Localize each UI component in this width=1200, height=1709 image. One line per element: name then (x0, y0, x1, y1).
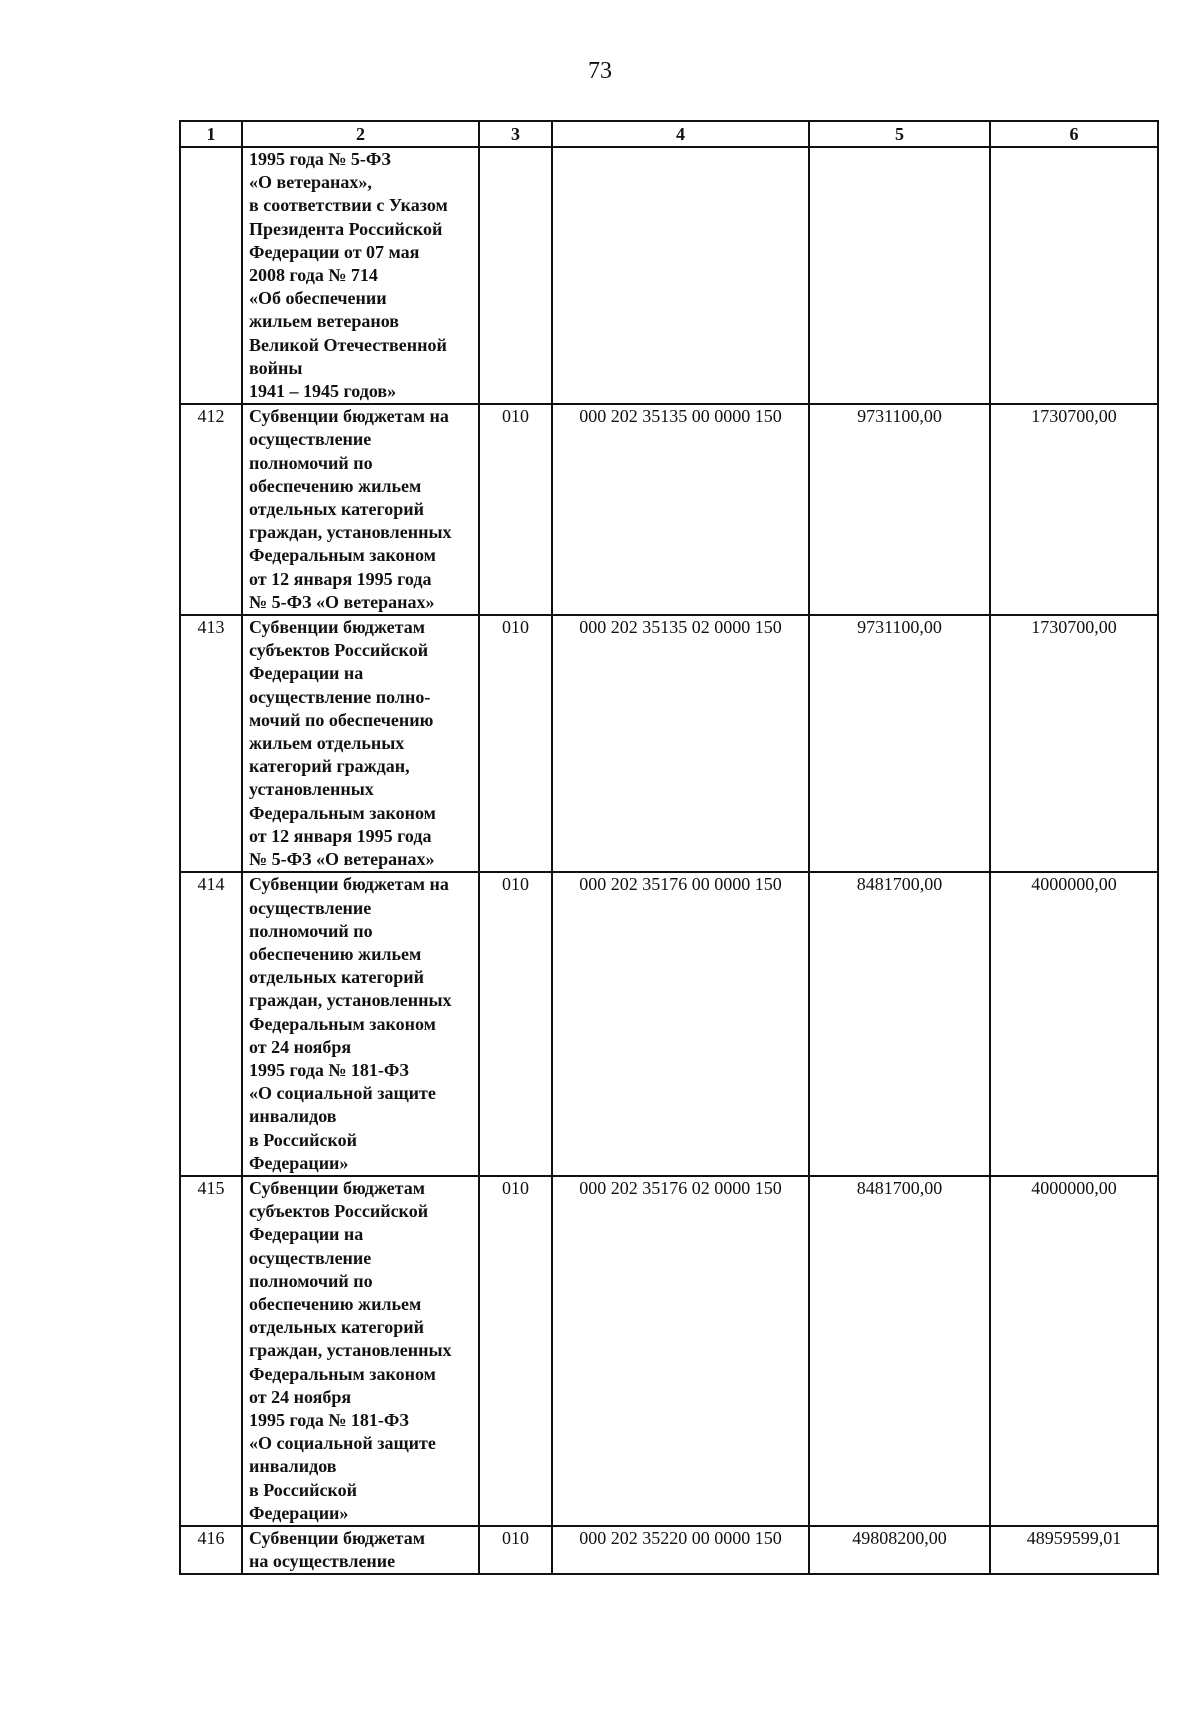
row-amount-planned: 49808200,00 (809, 1526, 990, 1574)
description-line: Субвенции бюджетам (249, 1527, 425, 1548)
budget-table (179, 120, 1159, 1575)
description-line: Субвенции бюджетам на (249, 874, 449, 895)
description-line: 2008 года № 714 (249, 265, 378, 286)
description-line: Субвенции бюджетам (249, 1177, 425, 1198)
description-line: в соответствии с Указом (249, 195, 448, 216)
row-amount-executed: 1730700,00 (990, 404, 1158, 615)
row-admin-code: 010 (479, 615, 552, 872)
description-line: от 12 января 1995 года (249, 568, 432, 589)
row-admin-code: 010 (479, 872, 552, 1176)
description-line: Президента Российской (249, 218, 443, 239)
table-row (180, 147, 1158, 404)
table-row (180, 1176, 1158, 1526)
row-admin-code (479, 147, 552, 404)
description-line: от 12 января 1995 года (249, 825, 432, 846)
row-budget-code: 000 202 35176 02 0000 150 (552, 1176, 809, 1526)
description-line: Федерации от 07 мая (249, 241, 420, 262)
table-body (180, 147, 1158, 1574)
row-description (242, 1526, 479, 1574)
description-line: инвалидов (249, 1456, 337, 1477)
description-line: 1995 года № 181-ФЗ (249, 1409, 409, 1430)
row-description (242, 1176, 479, 1526)
description-line: на осуществление (249, 1551, 396, 1572)
description-line: войны (249, 357, 303, 378)
row-number (180, 147, 242, 404)
description-line: инвалидов (249, 1106, 337, 1127)
description-line: Федеральным законом (249, 802, 436, 823)
row-budget-code: 000 202 35135 02 0000 150 (552, 615, 809, 872)
description-line: обеспечению жильем (249, 1293, 422, 1314)
row-budget-code: 000 202 35176 00 0000 150 (552, 872, 809, 1176)
description-line: Субвенции бюджетам (249, 617, 425, 638)
description-line: категорий граждан, (249, 756, 410, 777)
description-line: 1941 – 1945 годов» (249, 381, 397, 402)
description-line: № 5-ФЗ «О ветеранах» (249, 849, 435, 870)
description-line: обеспечению жильем (249, 475, 422, 496)
row-amount-executed: 4000000,00 (990, 1176, 1158, 1526)
description-line: № 5-ФЗ «О ветеранах» (249, 591, 435, 612)
description-line: Федеральным законом (249, 1013, 436, 1034)
description-line: отдельных категорий (249, 1317, 424, 1338)
row-admin-code: 010 (479, 1176, 552, 1526)
row-description (242, 147, 479, 404)
row-number: 414 (180, 872, 242, 1176)
description-line: 1995 года № 5-ФЗ (249, 149, 391, 169)
description-line: «О социальной защите (249, 1083, 436, 1104)
description-line: в Российской (249, 1479, 357, 1500)
description-line: граждан, установленных (249, 522, 452, 543)
description-line: осуществление (249, 897, 372, 918)
row-amount-executed (990, 147, 1158, 404)
description-line: граждан, установленных (249, 990, 452, 1011)
description-line: Федерации» (249, 1502, 349, 1523)
description-line: от 24 ноября (249, 1386, 352, 1407)
description-line: субъектов Российской (249, 640, 429, 661)
description-line: полномочий по (249, 920, 373, 941)
description-line: осуществление (249, 429, 372, 450)
row-description (242, 404, 479, 615)
description-line: осуществление (249, 1247, 372, 1268)
description-line: осуществление полно- (249, 686, 431, 707)
row-budget-code: 000 202 35135 00 0000 150 (552, 404, 809, 615)
description-line: «О социальной защите (249, 1433, 436, 1454)
row-amount-planned: 8481700,00 (809, 1176, 990, 1526)
table-row (180, 1526, 1158, 1574)
description-line: в Российской (249, 1129, 357, 1150)
header-col-6: 6 (990, 121, 1158, 147)
header-col-4: 4 (552, 121, 809, 147)
description-line: «О ветеранах», (249, 172, 372, 193)
row-number: 413 (180, 615, 242, 872)
description-line: обеспечению жильем (249, 943, 422, 964)
description-line: отдельных категорий (249, 967, 424, 988)
description-line: полномочий по (249, 452, 373, 473)
row-description (242, 615, 479, 872)
table-row (180, 872, 1158, 1176)
page-number: 73 (588, 58, 612, 84)
description-line: жильем отдельных (249, 733, 405, 754)
row-amount-planned (809, 147, 990, 404)
description-line: от 24 ноября (249, 1036, 352, 1057)
row-amount-executed: 48959599,01 (990, 1526, 1158, 1574)
row-budget-code (552, 147, 809, 404)
description-line: субъектов Российской (249, 1201, 429, 1222)
header-col-2: 2 (242, 121, 479, 147)
row-number: 416 (180, 1526, 242, 1574)
table-header (180, 121, 1158, 147)
row-budget-code: 000 202 35220 00 0000 150 (552, 1526, 809, 1574)
row-amount-planned: 9731100,00 (809, 615, 990, 872)
header-col-5: 5 (809, 121, 990, 147)
description-line: 1995 года № 181-ФЗ (249, 1059, 409, 1080)
header-col-1: 1 (180, 121, 242, 147)
description-line: Субвенции бюджетам на (249, 406, 449, 427)
row-amount-executed: 1730700,00 (990, 615, 1158, 872)
row-number: 415 (180, 1176, 242, 1526)
description-line: полномочий по (249, 1270, 373, 1291)
description-line: граждан, установленных (249, 1340, 452, 1361)
description-line: Великой Отечественной (249, 334, 447, 355)
row-description (242, 872, 479, 1176)
row-amount-planned: 8481700,00 (809, 872, 990, 1176)
row-admin-code: 010 (479, 1526, 552, 1574)
description-line: Федерации» (249, 1152, 349, 1173)
row-amount-planned: 9731100,00 (809, 404, 990, 615)
description-line: отдельных категорий (249, 499, 424, 520)
description-line: Федеральным законом (249, 1363, 436, 1384)
description-line: жильем ветеранов (249, 311, 399, 332)
row-admin-code: 010 (479, 404, 552, 615)
description-line: Федеральным законом (249, 545, 436, 566)
header-col-3: 3 (479, 121, 552, 147)
description-line: «Об обеспечении (249, 288, 387, 309)
description-line: Федерации на (249, 1224, 364, 1245)
description-line: установленных (249, 779, 374, 800)
table-row (180, 404, 1158, 615)
row-amount-executed: 4000000,00 (990, 872, 1158, 1176)
header-row (180, 121, 1158, 147)
row-number: 412 (180, 404, 242, 615)
description-line: Федерации на (249, 663, 364, 684)
table-row (180, 615, 1158, 872)
description-line: мочий по обеспечению (249, 709, 434, 730)
